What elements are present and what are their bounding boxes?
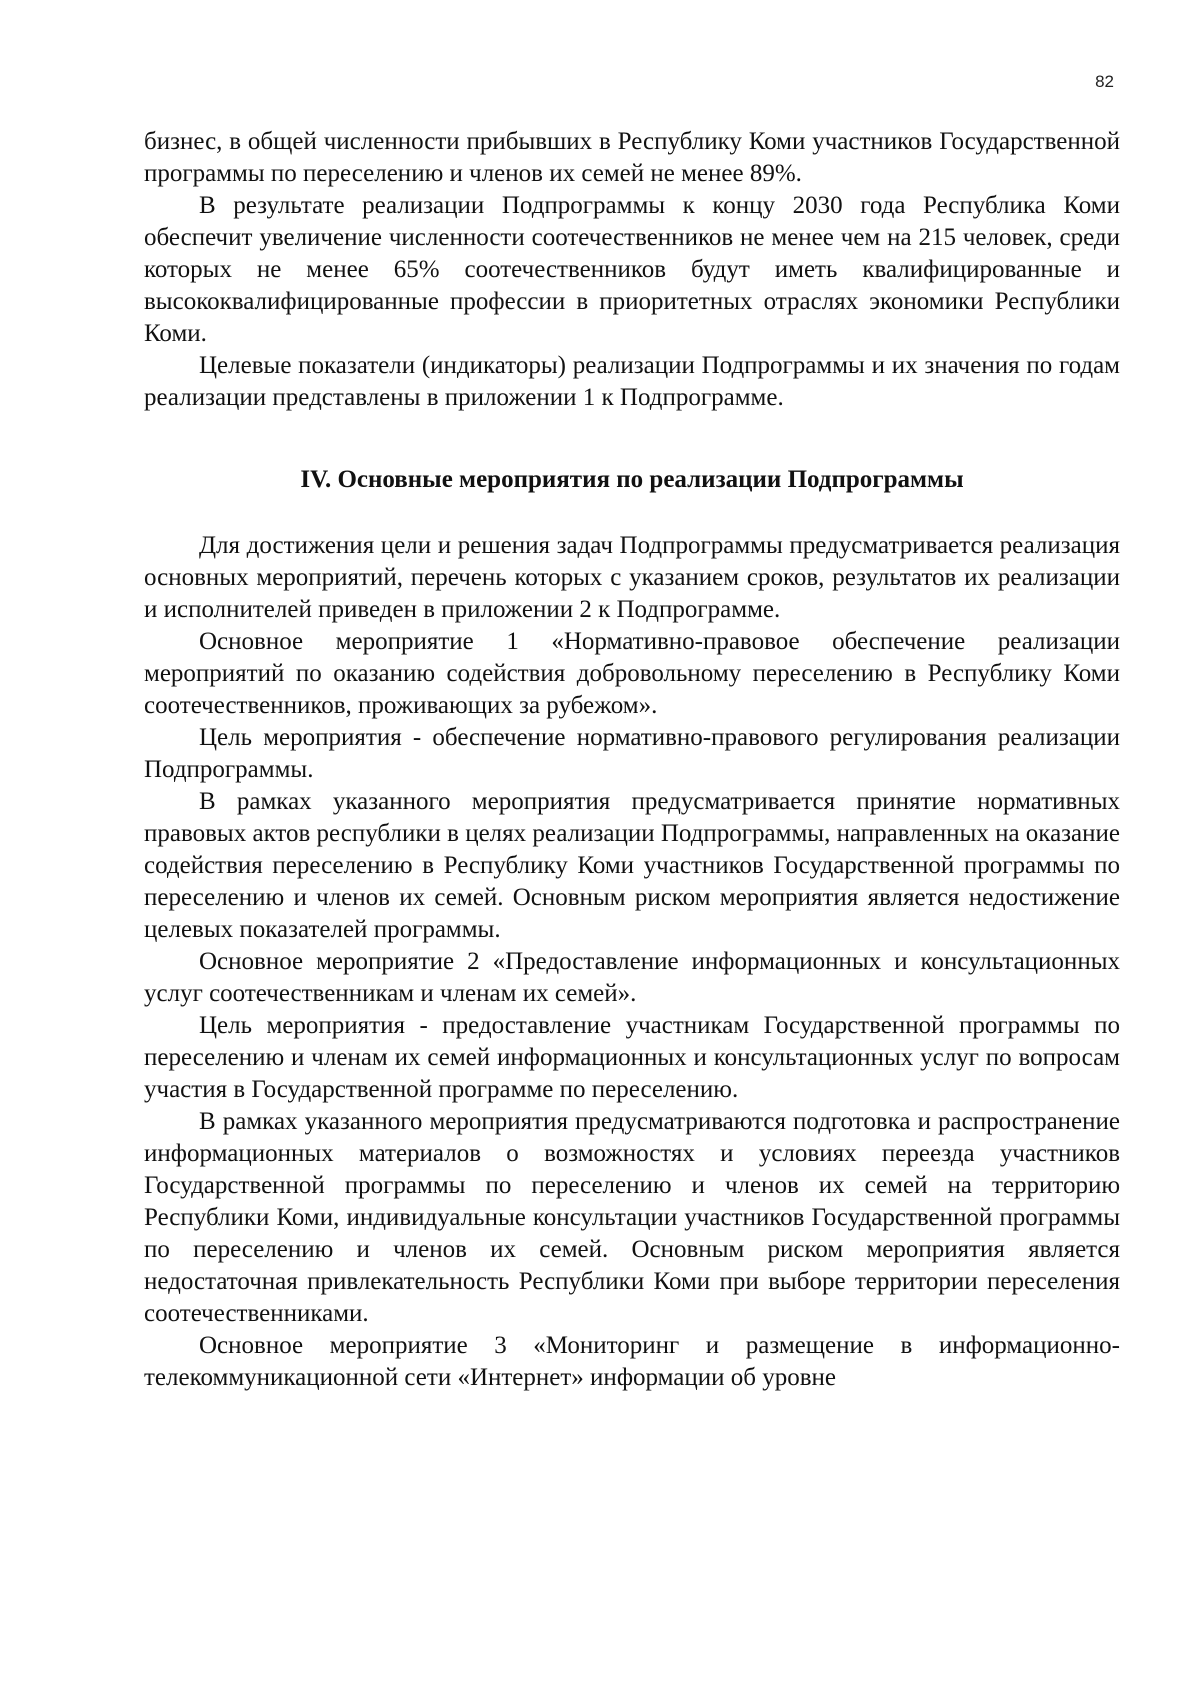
document-body: [144, 126, 1120, 1394]
paragraph-measure-1-title: Основное мероприятие 1 «Нормативно-правовое обеспечение реализации мероприятий по оказанию содействия добровольному переселению в Республику Коми соотечественников, проживающих за рубежом».: [144, 628, 1120, 719]
paragraph-measure-2-title: Основное мероприятие 2 «Предоставление информационных и консультационных услуг соотечественникам и членам их семей».: [144, 948, 1120, 1007]
paragraph-measure-1-scope: В рамках указанного мероприятия предусматривается принятие нормативных правовых актов республики в целях реализации Подпрограммы, направленных на оказание содействия переселению в Республику Коми участников Государственной программы по переселению и членов их семей. Основным риском мероприятия является недостижение целевых показателей программы.: [144, 788, 1120, 943]
paragraph-measure-2-goal: Цель мероприятия - предоставление участникам Государственной программы по переселению и членам их семей информационных и консультационных услуг по вопросам участия в Государственной программе по переселению.: [144, 1012, 1120, 1103]
paragraph-intro: Для достижения цели и решения задач Подпрограммы предусматривается реализация основных мероприятий, перечень которых с указанием сроков, результатов их реализации и исполнителей приведен в приложении 2 к Подпрограмме.: [144, 532, 1120, 623]
paragraph-measure-1-goal: Цель мероприятия - обеспечение нормативно-правового регулирования реализации Подпрограммы.: [144, 724, 1120, 783]
paragraph-continuation: бизнес, в общей численности прибывших в Республику Коми участников Государственной программы по переселению и членов их семей не менее 89%.: [144, 128, 1120, 187]
paragraph-measure-2-scope: В рамках указанного мероприятия предусматриваются подготовка и распространение информационных материалов о возможностях и условиях переезда участников Государственной программы по переселению и членов их семей на территорию Республики Коми, индивидуальные консультации участников Государственной программы по переселению и членов их семей. Основным риском мероприятия является недостаточная привлекательность Республики Коми при выборе территории переселения соотечественниками.: [144, 1108, 1120, 1327]
paragraph-indicators: Целевые показатели (индикаторы) реализации Подпрограммы и их значения по годам реализации представлены в приложении 1 к Подпрограмме.: [144, 352, 1120, 411]
paragraph-measure-3-title: Основное мероприятие 3 «Мониторинг и размещение в информационно-телекоммуникационной сети «Интернет» информации об уровне: [144, 1332, 1120, 1391]
paragraph-results: В результате реализации Подпрограммы к концу 2030 года Республика Коми обеспечит увеличение численности соотечественников не менее чем на 215 человек, среди которых не менее 65% соотечественников будут иметь квалифицированные и высококвалифицированные профессии в приоритетных отраслях экономики Республики Коми.: [144, 192, 1120, 347]
section-heading: IV. Основные мероприятия по реализации Подпрограммы: [300, 466, 964, 493]
page-number: 82: [1095, 72, 1114, 91]
